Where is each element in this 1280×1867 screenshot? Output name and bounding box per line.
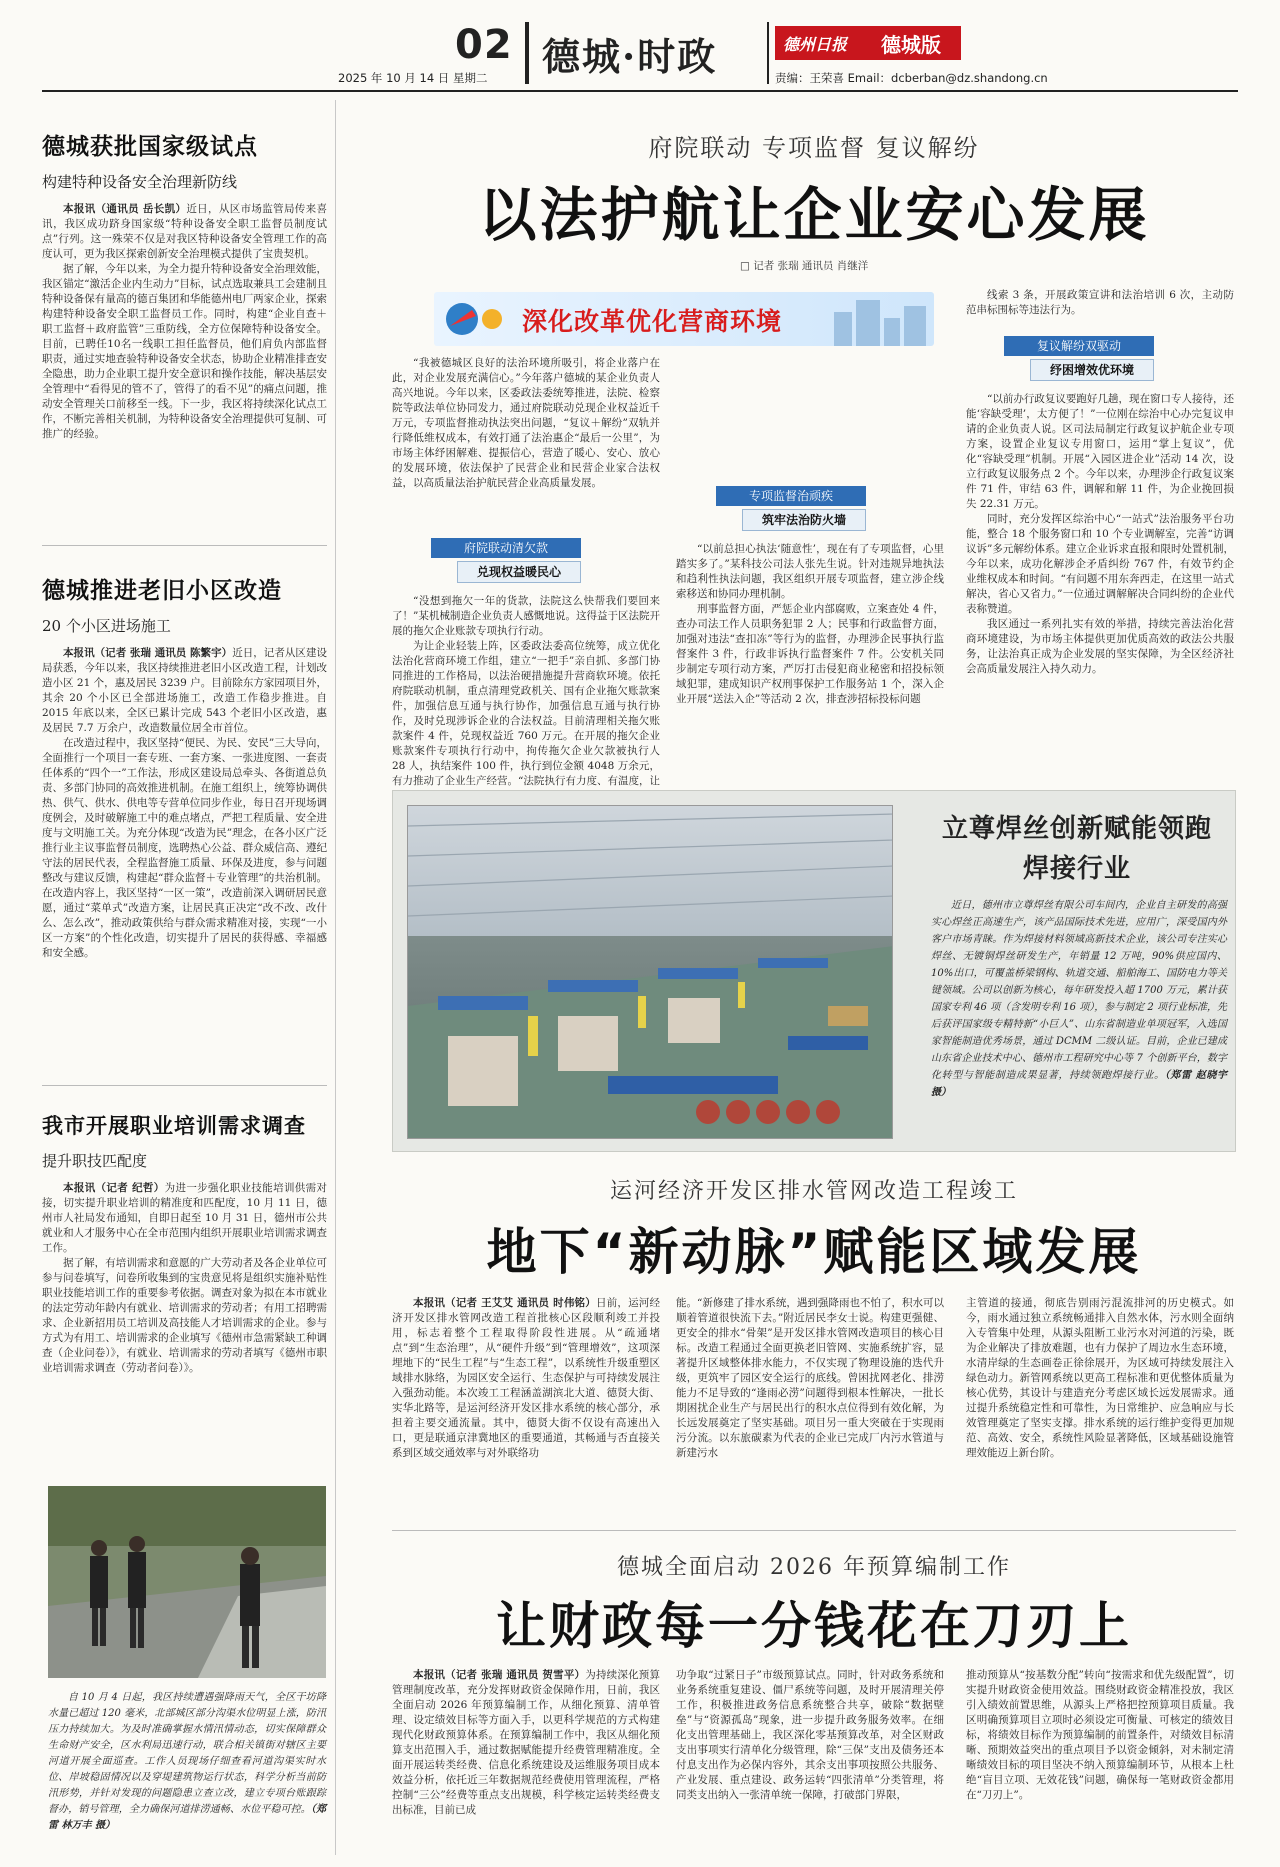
factory-image (408, 806, 893, 1139)
article-paragraph: 同时，充分发挥区综治中心“一站式”法治服务平台功能，整合 18 个服务窗口和 10 个专业调解室，完善“访调议诉”多元解纷体系。建立企业诉求直报和限时处置机制，今年以来，成功化解涉企矛盾纠纷 767 件，有效节约企业维权成本和时间。“有问题不用东奔西走，在这里一站式解决，省心又省力。”一位通过调解解决合同纠纷的企业代表称赞道。 (966, 513, 1234, 615)
editor-line: 责编：王荣喜 Email：dcberban@dz.shandong.cn (775, 71, 1048, 85)
article-paragraph: “以前总担心执法‘随意性’，现在有了专项监督，心里踏实多了。”某科技公司法人张先生说。针对违规异地执法和趋利性执法问题，我区组织开展专项监督，建立涉企线索移送和协同办理机制。 (676, 543, 944, 600)
article3-col1 (392, 1668, 660, 1818)
subhead-tag (431, 538, 581, 583)
subhead-tag-bottom: 筑牢法治防火墙 (742, 509, 866, 531)
article-subtitle: 20 个小区进场施工 (42, 617, 171, 635)
article-paragraph: 我区通过一系列扎实有效的举措，持续完善法治化营商环境建设，为市场主体提供更加优质高效的政法公共服务，让法治真正成为企业发展的坚实保障，为全区经济社会高质量发展注入持久动力。 (966, 618, 1234, 675)
article-paragraph: 本报讯（记者 张瑞 通讯员 陈繁宇）近日，记者从区建设局获悉，今年以来，我区持续推进老旧小区改造工程，计划改造小区 21 个，惠及居民 3239 户。目前除东方家园项目外，其余 20 个小区已全部进场施工，改造工作稳步推进。自 2015 年底以来，全区已累计完成 543 个老旧小区改造，惠及居民 7.7 万余户，改造数量位居全市首位。 (42, 647, 328, 734)
article-paragraph: 为让企业轻装上阵，区委政法委高位统筹，成立优化法治化营商环境工作组，建立“一把手”亲自抓、多部门协同推进的工作格局，以法治硬措施提升营商软环境。依托府院联动机制，重点清理党政机关、国有企业拖欠账款案件，加强信息互通与执行协作，加强信息互通与执行协作，及时兑现涉诉企业的合法权益。目前清理相关拖欠账款案件 4 件，兑现权益近 760 万元。在开展的拖欠企业账款案件专项执行行动中，拘传拖欠企业欠款被执行人 28 人，执结案件 100 件，执行到位金额 4048 万余元，有力推动了企业生产经营。“法院执行有力度、有温度，让 (392, 640, 660, 787)
subhead-tag-top: 专项监督治顽疾 (716, 486, 866, 506)
building-shape (856, 300, 880, 346)
article-paragraph: “我被德城区良好的法治环境所吸引，将企业落户在此，对企业发展充满信心。”今年落户德城的某企业负责人高兴地说。今年以来，区委政法委统筹推进，法院、检察院等政法单位协同发力，通过府院联动兑现企业权益近千万元，专项监督推动执法突出问题，“复议＋解纷”双轨并行降低维权成本，有效打通了法治惠企“最后一公里”，为市场主体纾困解难、提振信心，营造了暖心、安心、放心的发展环境，依法保护了民营企业和民营企业家合法权益，以高质量法治护航民营企业高质量发展。 (392, 357, 660, 489)
article2-headline: 地下“新动脉”赋能区域发展 (486, 1223, 1142, 1281)
feature-credit: （郑雷 赵晓宇 摄） (931, 1070, 1228, 1098)
article2-col3 (966, 1296, 1234, 1461)
article2-col1 (392, 1296, 660, 1461)
article1-credit: □ 记者 张瑞 通讯员 肖继洋 (740, 260, 869, 272)
article-paragraph: 功争取“过紧日子”市级预算试点。同时，针对政务系统和业务系统重复建设、僵尸系统等问题，及时开展清理关停工作，积极推进政务信息系统整合共享，破除“数据壁垒”与“资源孤岛”现象，进一步提升政务服务效率。在细化支出管理基础上，我区深化零基预算改革，对全区财政支出事项实行清单化分级管理，除“三保”支出及债务还本付息支出作为必保内容外，其余支出事项按照公共服务、产业发展、重点建设、政务运转“四张清单”分类管理，将同类支出纳入一张清单统一保障，打破部门界限， (676, 1669, 944, 1801)
article2-kicker: 运河经济开发区排水管网改造工程竣工 (609, 1179, 1018, 1204)
article3-col2 (676, 1668, 944, 1803)
feature-title: 立尊焊丝创新赋能领跑焊接行业 (941, 814, 1212, 884)
byline: 本报讯（记者 王艾艾 通讯员 时伟铭） (413, 1297, 596, 1309)
article-pilot (42, 128, 327, 442)
article1-col3 (966, 288, 1234, 318)
article-paragraph: 在改造过程中，我区坚持“便民、为民、安民”三大导向，全面推行一个项目一套专班、一套方案、一张进度图、一套责任体系的“四个一”工作法，形成区建设局总牵头、各街道总负责、多部门协同的高效推进机制。在施工组织上，统筹协调供热、供气、供水、供电等专营单位同步作业，每日召开现场调度例会，及时破解施工中的难点堵点，严把工程质量、安全进度与文明施工关。为充分体现“改造为民”理念，在各小区广泛推行业主议事监督员制度，选聘热心公益、群众威信高、遵纪守法的居民代表，全程监督施工质量、环保及进度，参与问题整改与建议反馈，构建起“群众监督＋专业管理”的共治机制。在改造内容上，我区坚持“一区一策”，改造前深入调研居民意愿，通过“菜单式”改造方案，让居民真正决定“改不改、改什么、怎么改”，推动政策供给与群众需求精准对接，实现“一小区一方案”的个性化改造，切实提升了居民的获得感、幸福感和安全感。 (42, 737, 327, 959)
subhead-tag-bottom: 兑现权益暖民心 (457, 561, 581, 583)
article1-col2 (676, 542, 944, 707)
article1-col1b (392, 594, 660, 819)
feature-body (931, 897, 1227, 1101)
banner-title: 深化改革优化营商环境 (522, 307, 783, 336)
article-paragraph: 主管道的接通，彻底告别雨污混流排河的历史模式。如今，雨水通过独立系统畅通排入自然水体，污水则全面纳入专管集中处理，从源头阻断工业污水对河道的污染，既为企业解决了排放难题，也有力保护了周边水生态环境，水清岸绿的生态画卷正徐徐展开，为区域可持续发展注入绿色动力。新管网系统以更高工程标准和更优整体质量为核心优势，其设计与建造充分考虑区域长远发展需求。通过提升系统稳定性和可靠性，为日常维护、应急响应与长效管理奠定了坚实支撑。排水系统的运行维护变得更加规范、高效、安全，系统性风险显著降低，区域基础设施管理效能迈上新台阶。 (966, 1297, 1234, 1459)
article-paragraph: 刑事监督方面，严惩企业内部腐败，立案查处 4 件，查办司法工作人员职务犯罪 2 人；民事和行政监督方面，加强对违法“查扣冻”等行为的监督，办理涉企民事执行监督案件 3 件，行政非诉执行监督案件 7 件。公安机关同步制定专项行动方案，严厉打击侵犯商业秘密和招投标领域犯罪，建成知识产权刑事保护工作服务站 1 个，深入企业开展“送法入企”等活动 2 次，排查涉招标投标问题 (676, 603, 944, 705)
masthead (0, 0, 1280, 92)
article-title: 德城推进老旧小区改造 (42, 578, 282, 604)
byline: 本报讯（记者 纪哲） (63, 1182, 165, 1194)
photo-image (48, 1486, 326, 1678)
article-paragraph: 本报讯（记者 王艾艾 通讯员 时伟铭）日前，运河经济开发区排水管网改造工程首批核心区段顺利竣工并投用，标志着整个工程取得阶段性进展。从“疏通堵点”到“生态治理”，从“硬件升级”到“管理增效”，这项深埋地下的“民生工程”与“生态工程”，以系统性升级重塑区域排水脉络，为园区安全运行、生态保护与可持续发展注入强劲动能。本次竣工工程涵盖湖滨北大道、德贤大街、实华北路等，是运河经济开发区排水系统的核心部分，承担着主要交通流量。其中，德贤大街不仅设有高速出入口，更是联通京津冀地区的重要通道，其畅通与否直接关系到区域交通效率与对外联络功 (392, 1297, 661, 1459)
paper-name: 德州日报 (783, 34, 848, 54)
article-title: 我市开展职业培训需求调查 (42, 1114, 306, 1138)
article-subtitle: 提升职技匹配度 (42, 1152, 148, 1170)
masthead-divider (525, 22, 529, 84)
feature-paragraph: 近日，德州市立尊焊丝有限公司车间内，企业自主研发的高强实心焊丝正高速生产，该产品国际技术先进，应用广，深受国内外客户市场青睐。作为焊接材料领域高新技术企业，该公司专注实心焊丝、无镀铜焊丝研发生产，年销量 12 万吨，90%供应国内、10%出口，可覆盖桥梁钢构、轨道交通、船舶海工、国防电力等关键领域。公司以创新为核心，每年研发投入超 1700 万元，累计获国家专利 46 项（含发明专利 16 项），参与制定 2 项行业标准，先后获评国家级专精特新“小巨人”、山东省制造业单项冠军，入选国家智能制造优秀场景，通过 DCMM 二级认证。目前，企业已建成山东省企业技术中心、德州市工程研究中心等 7 个创新平台，数字化转型与智能制造成果显著，持续领跑焊接行业。（郑雷 赵晓宇 摄） (931, 900, 1228, 1098)
byline: 本报讯（通讯员 岳长凯） (63, 203, 187, 215)
article-paragraph: 据了解，今年以来，为全力提升特种设备安全治理效能，我区锚定“激活企业内生动力”目标，试点选取兼具工会建制且特种设备保有量高的德百集团和华能德州电厂两家企业，探索构建特种设备安全职工监督员工作。同时，构建“企业自查＋职工监督＋政府监管”三重防线，全方位保障特种设备安全。目前，已聘任10名一线职工担任监督员，他们肩负内部监督职责，通过实地查验特种设备安全状态，协助企业精准排查安全隐患，助力企业职工提升安全意识和操作技能，解决基层安全管理中“看得见的管不了，管得了的看不见”的痛点问题，推动安全管理关口前移至一线。下一步，我区将持续深化试点工作，不断完善相关机制，为特种设备安全治理提供可复制、可推广的经验。 (42, 263, 327, 440)
article-paragraph: “以前办行政复议要跑好几趟，现在窗口专人接待，还能‘容缺受理’，太方便了！”一位刚在综治中心办完复议申请的企业负责人说。区司法局制定行政复议护航企业专项方案，设置企业复议专用窗口，运用“掌上复议”，优化“容缺受理”机制。开展“入园区进企业”活动 14 次，设立行政复议服务点 2 个。今年以来，办理涉企行政复议案件 71 件，审结 63 件，调解和解 11 件，为企业挽回损失 22.31 万元。 (966, 393, 1234, 510)
article-title: 德城获批国家级试点 (42, 134, 258, 160)
building-shape (884, 318, 900, 346)
article-paragraph: 本报讯（记者 张瑞 通讯员 贺雪平）为持续深化预算管理制度改革，充分发挥财政资金保障作用，日前，我区全面启动 2026 年预算编制工作，从细化预算、清单管理、设定绩效目标等方面入手，以更科学规范的方式构建现代化财政预算体系。在预算编制工作中，我区从细化预算支出范围入手，通过数据赋能提升经费管理精准度。全面开展运转类经费、信息化系统建设及运维服务项目成本效益分析，依托近三年数据规范经费使用管理流程，严格控制“三公”经费等重点支出规模，科学核定运转类经费支出标准，目前已成 (392, 1669, 661, 1816)
divider (42, 545, 327, 546)
column-separator (335, 100, 336, 1855)
article1-kicker: 府院联动 专项监督 复议解纷 (648, 134, 980, 162)
article3-col3 (966, 1668, 1234, 1803)
article-training (42, 1110, 327, 1376)
topic-banner (434, 292, 934, 346)
article-renovation (42, 572, 327, 961)
article3-headline: 让财政每一分钱花在刀刃上 (496, 1597, 1132, 1655)
subhead-tag-top: 复议解纷双驱动 (1004, 336, 1154, 356)
factory-photo (407, 805, 893, 1139)
section-title: 德城·时政 (542, 34, 718, 79)
article-subtitle: 构建特种设备安全治理新防线 (42, 173, 238, 191)
subhead-tag-top: 府院联动清欠款 (431, 538, 581, 558)
article1-headline: 以法护航让企业安心发展 (478, 181, 1150, 249)
caption-text: 自 10 月 4 日起，我区持续遭遇强降雨天气，全区干坊降水量已超过 120 毫米，北部城区部分沟渠水位明显上涨，防汛压力持续加大。为及时准确掌握水情汛情动态，切实保障群众生命财产安全，区水利局迅速行动，联合相关镇街对辖区主要河道开展全面巡查。工作人员现场仔细查看河道沟渠实时水位、岸坡稳固情况以及穿堤建筑物运行状态，科学分析当前防汛形势，并针对发现的问题隐患立查立改，建立专项台账跟踪督办，销号管理，全力确保河道排涝通畅、水位平稳可控。（郑雷 林万丰 摄） (48, 1692, 327, 1831)
article-paragraph: 本报讯（通讯员 岳长凯）近日，从区市场监管局传来喜讯，我区成功跻身国家级“特种设备安全职工监督员制度试点”行列。这一殊荣不仅是对我区特种设备安全管理工作的高度认可，更为我区探索创新安全治理模式提供了宝贵契机。 (42, 203, 327, 260)
feature-box (392, 790, 1236, 1152)
edition-name: 德城版 (881, 32, 941, 57)
divider (392, 1530, 1236, 1531)
subhead-tag (716, 486, 866, 531)
photo-caption (48, 1690, 326, 1834)
article3-kicker: 德城全面启动 2026 年预算编制工作 (617, 1555, 1011, 1580)
article1-col3b (966, 392, 1234, 677)
river-patrol-photo (48, 1486, 326, 1678)
photo-credit: （郑雷 林万丰 摄） (48, 1804, 327, 1831)
article-paragraph: 能。“新修建了排水系统，遇到强降雨也不怕了，积水可以顺着管道很快流下去。”附近居民李女士说。构建更强健、更安全的排水“骨架”是开发区排水管网改造项目的核心目标。改造工程通过全面更换老旧管网、实施系统扩容，显著提升区域整体排水能力，不仅实现了物理设施的迭代升级，更筑牢了园区安全运行的底线。曾困扰网老化、排涝能力不足导致的“逢雨必涝”问题得到根本性解决，一批长期困扰企业生产与居民出行的积水点位得到有效化解，为长远发展奠定了坚实基础。项目另一重大突破在于实现雨污分流。以东旅碳素为代表的企业已完成厂内污水管道与新建污水 (676, 1297, 944, 1459)
article2-col2 (676, 1296, 944, 1461)
article-paragraph: 线索 3 条，开展政策宣讲和法治培训 6 次，主动防范串标围标等违法行为。 (966, 289, 1234, 316)
subhead-tag (1004, 336, 1154, 381)
divider (42, 1085, 327, 1086)
byline: 本报讯（记者 张瑞 通讯员 陈繁宇） (63, 647, 233, 659)
article-paragraph: 据了解，有培训需求和意愿的广大劳动者及各企业单位可参与问卷填写，问卷所收集到的宝贵意见将是组织实施补贴性职业技能培训工作的重要参考依据。调查对象为拟在本市就业的法定劳动年龄内有就业、培训需求的劳动者；有用工招聘需求、企业新招用员工培训及高技能人才培训需求的企业。参与方式为有用工、培训需求的企业填写《德州市急需紧缺工种调查（企业问卷）》，有就业、培训需求的劳动者填写《德州市职业培训需求调查（劳动者问卷）》。 (42, 1257, 327, 1374)
building-shape (904, 306, 926, 346)
paper-logo (775, 26, 961, 60)
issue-date: 2025 年 10 月 14 日 星期二 (338, 71, 488, 85)
building-shape (834, 312, 852, 346)
masthead-divider-2 (767, 22, 769, 84)
article-paragraph: 本报讯（记者 纪哲）为进一步强化职业技能培训供需对接，切实提升职业培训的精准度和匹配度，10 月 11 日，德州市人社局发布通知，自即日起至 10 月 31 日，德州市公共就业和人才服务中心在全市范围内组织开展职业培训需求调查工作。 (42, 1182, 328, 1254)
masthead-rule (42, 90, 1238, 92)
article-paragraph: 推动预算从“按基数分配”转向“按需求和优先级配置”，切实提升财政资金使用效益。围绕财政资金精准投放，我区引入绩效前置思维，从源头上严格把控预算项目质量。我区明确预算项目立项时必须设定可衡量、可核定的绩效目标，将绩效目标作为预算编制的前置条件，对绩效目标清晰、预期效益突出的重点项目予以资金倾斜，对未制定清晰绩效目标的项目坚决不纳入预算编制环节，从根本上杜绝“盲目立项、无效花钱”问题，确保每一笔财政资金都用在“刀刃上”。 (966, 1669, 1234, 1801)
page-number: 02 (455, 22, 513, 68)
article1-col1 (392, 356, 660, 491)
banner-emblem-icon (440, 298, 510, 340)
subhead-tag-bottom: 纾困增效优环境 (1030, 359, 1154, 381)
article-paragraph: “没想到拖欠一年的货款，法院这么快帮我们要回来了！”某机械制造企业负责人感慨地说。这得益于区法院开展的拖欠企业账款专项执行行动。 (392, 595, 660, 637)
byline: 本报讯（记者 张瑞 通讯员 贺雪平） (413, 1669, 586, 1681)
